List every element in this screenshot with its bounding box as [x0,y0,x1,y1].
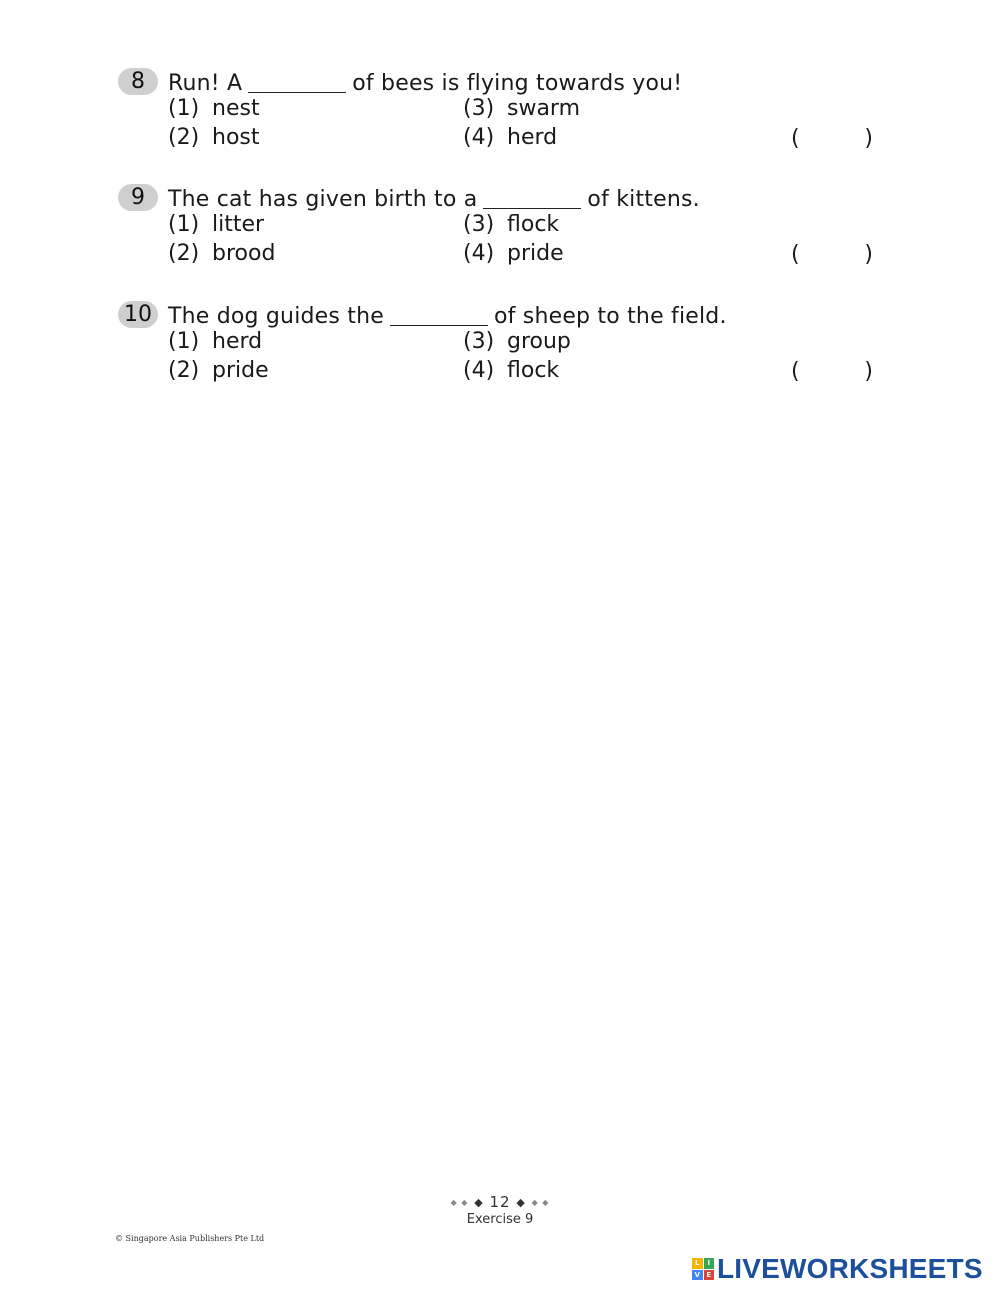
options-row [118,241,878,270]
diamond-icon: ◆ [474,1196,484,1209]
stem-before: The cat has given birth to a [168,186,478,212]
options-row [118,358,878,387]
page-number [0,1193,1000,1211]
stem-after: of sheep to the field. [493,303,727,329]
question-stem [168,67,682,96]
paren-open: ( [791,359,800,384]
paren-close: ) [864,359,873,384]
diamond-icon: ◆ [516,1196,526,1209]
option-1: (1) herd [168,329,263,354]
fill-in-blank [248,70,346,93]
stem-after: of kittens. [587,186,700,212]
answer-input[interactable] [802,359,862,385]
answer-input[interactable] [802,242,862,268]
liveworksheets-logo-icon: L I V E [692,1258,714,1280]
option-2: (2) brood [168,241,276,266]
brand-name: LIVEWORKSHEETS [717,1253,983,1284]
answer-parentheses [791,359,873,385]
options-row [118,329,878,358]
answer-parentheses [791,126,873,152]
option-4: (4) pride [463,241,564,266]
question-stem-row [118,299,878,329]
paren-open: ( [791,242,800,267]
option-3: (3) swarm [463,96,581,121]
stem-before: The dog guides the [168,303,384,329]
fill-in-blank [390,303,488,326]
page-number-text: 12 [489,1193,511,1211]
option-1: (1) nest [168,96,260,121]
option-2: (2) host [168,125,260,150]
option-4: (4) herd [463,125,558,150]
question-stem [168,183,700,212]
decorative-dots-icon: ◆ ◆ [450,1198,469,1207]
copyright-notice: © Singapore Asia Publishers Pte Ltd [115,1234,265,1243]
liveworksheets-brand[interactable] [692,1254,983,1284]
question-number: 10 [118,301,158,328]
question-10 [118,299,878,387]
question-number: 9 [118,184,158,211]
question-stem-row [118,182,878,212]
options-row [118,125,878,154]
answer-input[interactable] [802,126,862,152]
paren-close: ) [864,126,873,151]
option-1: (1) litter [168,212,265,237]
option-4: (4) flock [463,358,560,383]
stem-before: Run! A [168,70,243,96]
decorative-dots-icon: ◆ ◆ [531,1198,550,1207]
option-2: (2) pride [168,358,269,383]
exercise-label: Exercise 9 [466,1212,534,1227]
fill-in-blank [483,186,581,209]
question-9 [118,182,878,270]
paren-close: ) [864,242,873,267]
stem-after: of bees is flying towards you! [352,70,683,96]
answer-parentheses [791,242,873,268]
paren-open: ( [791,126,800,151]
options-row [118,212,878,241]
option-3: (3) group [463,329,571,354]
question-8 [118,66,878,154]
question-stem-row [118,66,878,96]
question-stem [168,300,727,329]
option-3: (3) flock [463,212,560,237]
options-row [118,96,878,125]
question-number: 8 [118,68,158,95]
